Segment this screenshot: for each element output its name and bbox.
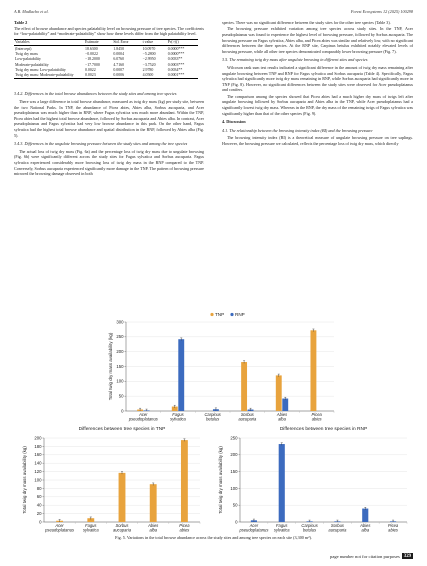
page-footer xyxy=(330,553,413,559)
x-tick-label: Fagus xyxy=(172,411,184,417)
x-tick-label: aucuparia xyxy=(238,416,257,422)
x-tick-label: betulus xyxy=(302,527,317,533)
y-tick-label: 180 xyxy=(34,443,42,449)
chart-tnp-species xyxy=(18,424,208,536)
bar xyxy=(310,330,316,411)
x-tick-label: abies xyxy=(311,416,322,422)
y-tick-label: 50 xyxy=(232,502,238,508)
legend-marker xyxy=(230,313,233,316)
table-cell: 0.0007 xyxy=(113,68,125,73)
section-heading: 3.4.2. Differences in the total browse abundances between the study sites and among tree species xyxy=(14,91,177,97)
y-tick-label: 0 xyxy=(121,408,124,414)
y-axis-label: Total twig dry mass availability (kg) xyxy=(218,446,223,514)
table-cell: 4.7160 xyxy=(113,62,125,67)
table-header-cell: Std. Error xyxy=(112,39,141,46)
y-axis-label: Total twig dry mass availability (kg) xyxy=(22,446,27,514)
body-paragraph: Wilcoxon rank sum test results indicated a significant difference in the amount of twig dry mass remaining after ungulate browsing between TNP and RNP for Fagus sylvatica and Sorbus aucuparia (Table 4). Specifically, Fagus sylvatica had significantly more twig dry mass remaining in RNP, while Sorbus aucuparia had significantly more in TNP (Fig. 8). However, no significant differences between the study sites were observed for Acer pseudoplatanus and conifers. xyxy=(222,64,413,93)
section-heading: 3.5. The remaining twig dry mass after ungulate browsing in different sites and species xyxy=(222,57,368,63)
table-cell: −17.7000 xyxy=(85,62,100,67)
table-title: Table 2 xyxy=(14,20,28,25)
x-tick-label: Acer xyxy=(139,411,148,417)
right-column xyxy=(222,20,413,147)
table-cell: 6.0760 xyxy=(113,57,125,62)
table-cell: Twig dry mass: Moderate-palatability xyxy=(14,73,84,79)
table-cell: 0.0022 xyxy=(85,68,96,73)
table-cell: 4.0500 xyxy=(142,73,167,79)
x-tick-label: Sorbus xyxy=(240,411,254,417)
bar xyxy=(241,362,247,411)
x-tick-label: Picea xyxy=(179,522,190,528)
body-paragraph: species. There was no significant difference between the study sites for the other tree species (Table 3). xyxy=(222,20,391,25)
y-tick-label: 300 xyxy=(116,319,124,325)
x-tick-label: Abies xyxy=(276,411,288,417)
table-caption: The effect of browse abundance and species palatability level on browsing pressure of tree species. The coefficients for “low-palatability” and “moderate-palatability” show how these levels differ from the high palatability level. xyxy=(14,25,204,37)
table-cell: 0.0033** xyxy=(167,57,183,62)
table-cell: Moderate-palatability xyxy=(15,62,49,67)
table-cell: −5.2800 xyxy=(142,51,156,56)
table-header-cell: Pr(>|t|) xyxy=(167,39,198,46)
body-paragraph: The actual loss of twig dry mass (Fig. 6a) and the percentage loss of twig dry mass due to ungulate browsing (Fig. 6b) were significantly different across the study sites for Fagus sylvatica and Sorbus aucuparia. Fagus sylvatica experienced considerably more browsing loss of twig dry mass in the RNP compared to the TNP. Conversely, Sorbus aucuparia experienced significantly more damage in the TNP. The pattern of browsing pressure mirrored the browsing damage observed in both xyxy=(14,148,204,177)
x-tick-label: abies xyxy=(388,527,398,533)
table-cell: 0.0034** xyxy=(167,68,183,73)
table-cell: −18.2000 xyxy=(85,57,100,62)
table-row xyxy=(14,73,198,79)
chart-rnp-species xyxy=(214,424,413,536)
y-tick-label: 100 xyxy=(230,485,238,491)
running-header-authors: A.B. Madlacho et al. xyxy=(14,9,49,14)
y-tick-label: 80 xyxy=(36,485,42,491)
y-tick-label: 120 xyxy=(34,469,42,474)
y-tick-label: 150 xyxy=(116,363,124,369)
bar xyxy=(150,484,157,522)
y-tick-label: 140 xyxy=(34,460,42,466)
running-header-journal: Forest Ecosystems 12 (2025) 100298 xyxy=(350,9,413,14)
x-tick-label: pseudoplatanus xyxy=(45,527,75,533)
table-cell: Twig dry mass: Low-palatability xyxy=(15,68,66,73)
table-header-cell: Variables xyxy=(14,39,84,46)
x-tick-label: Fagus xyxy=(85,522,97,528)
left-column xyxy=(14,20,204,178)
x-tick-label: aucuparia xyxy=(328,527,347,533)
y-tick-label: 250 xyxy=(230,435,238,441)
chart-total-browse-by-site xyxy=(84,310,344,425)
x-tick-label: abies xyxy=(179,527,190,533)
y-tick-label: 160 xyxy=(34,452,42,458)
y-tick-label: 250 xyxy=(116,334,124,340)
table-cell: 0.0023 xyxy=(84,73,112,79)
x-tick-label: Carpinus xyxy=(301,522,318,528)
x-tick-label: Picea xyxy=(311,411,322,417)
y-tick-label: 40 xyxy=(36,502,42,508)
x-tick-label: pseudoplatanus xyxy=(239,527,269,533)
body-paragraph: The browsing pressure exhibited variation among tree species across study sites. In the TNP, Acer pseudoplatanus was found to experience the highest level of browsing pressure, followed by Sorbus aucuparia. The browsing pressure on Fagus sylvatica, Abies alba, and Picea abies was similar and relatively low, with no significant differences between the three species. At the RNP site, Carpinus betulus exhibited notably elevated levels of browsing pressure, while all other tree species demonstrated comparably lower browsing pressure (Fig. 7). xyxy=(222,26,413,54)
x-tick-label: sylvatica xyxy=(82,527,99,533)
table-cell: 1.8450 xyxy=(113,46,125,51)
table-cell: Twig dry mass xyxy=(15,51,38,56)
x-tick-label: Fagus xyxy=(276,522,288,528)
x-tick-label: Acer xyxy=(55,522,64,528)
table-cell: 0.0001*** xyxy=(167,73,198,79)
table-header-row xyxy=(14,39,198,46)
x-tick-label: sylvatica xyxy=(170,416,186,422)
y-tick-label: 200 xyxy=(34,435,42,441)
chart-title: Differences between tree species in TNP xyxy=(78,427,166,432)
legend-marker xyxy=(210,313,213,316)
table-header-cell: Estimate xyxy=(84,39,112,46)
bar xyxy=(362,509,368,522)
figure-caption: Fig. 5. Variations in the total browse abundance across the study sites and among tree species on each site (3,300 m²). xyxy=(115,535,312,540)
x-tick-label: betulus xyxy=(206,416,220,422)
table-cell: (Intercept) xyxy=(15,46,32,51)
table-cell: 18.6300 xyxy=(85,46,98,51)
x-tick-label: aucuparia xyxy=(113,527,131,533)
y-tick-label: 20 xyxy=(36,511,42,516)
y-tick-label: 200 xyxy=(230,452,238,458)
x-tick-label: Abies xyxy=(360,522,371,528)
table-cell: 10.0970 xyxy=(142,46,156,51)
bar xyxy=(276,375,282,411)
x-tick-label: Abies xyxy=(148,522,159,528)
bar xyxy=(282,399,288,411)
y-tick-label: 200 xyxy=(116,349,124,355)
y-tick-label: 100 xyxy=(34,477,42,483)
chart-title: Differences between tree species in RNP xyxy=(279,427,368,432)
x-tick-label: pseudoplatanus xyxy=(128,416,158,422)
x-tick-label: alba xyxy=(361,527,370,533)
x-tick-label: alba xyxy=(278,416,286,422)
x-tick-label: Picea xyxy=(387,522,399,528)
subsection-heading: 4.1. The relationship between the browsing intensity index (BI) and the browsing pressure xyxy=(222,127,373,133)
footer-note: page number not for citation purposes xyxy=(330,553,400,559)
x-tick-label: alba xyxy=(149,527,158,533)
y-tick-label: 150 xyxy=(230,469,238,474)
bar xyxy=(178,339,184,411)
bar xyxy=(279,444,285,522)
y-tick-label: 60 xyxy=(36,494,42,500)
table-cell: −2.9950 xyxy=(142,57,156,62)
table-cell: 0.0006 xyxy=(112,73,141,79)
page-number: 329 xyxy=(403,553,411,559)
section-heading: 3.4.3. Differences in the ungulate browsing pressure between the study sites and among the tree species xyxy=(14,141,188,147)
table-cell: −3.7520 xyxy=(142,62,156,67)
y-tick-label: 0 xyxy=(235,519,238,525)
table-cell: Low-palatability xyxy=(15,57,41,62)
x-tick-label: Sorbus xyxy=(330,522,344,528)
y-tick-label: 50 xyxy=(118,393,124,399)
y-axis-label: Total twig dry mass availability (kg) xyxy=(108,332,113,401)
section-heading: 4. Discussion xyxy=(222,119,246,125)
figure-5 xyxy=(14,310,413,546)
x-tick-label: Acer xyxy=(249,522,259,528)
table-cell: 0.0000*** xyxy=(167,46,185,51)
table-cell: 0.0004 xyxy=(113,51,125,56)
x-tick-label: Sorbus xyxy=(115,522,129,528)
body-paragraph: The browsing intensity index (BI) is a theoretical measure of ungulate browsing pressure on tree saplings. However, the browsing pressure we calculated, reflects the percentage loss of twig dry mass, which directly xyxy=(222,135,413,146)
table-cell: 2.9780 xyxy=(142,68,154,73)
x-tick-label: sylvatica xyxy=(273,527,290,533)
x-tick-label: Carpinus xyxy=(204,411,221,417)
table-cell: −0.0022 xyxy=(85,51,98,56)
y-tick-label: 100 xyxy=(116,378,124,384)
y-tick-label: 0 xyxy=(39,519,42,525)
legend-label: TNP xyxy=(215,312,225,318)
table-cell: 0.0000*** xyxy=(167,51,185,56)
table-header-cell: t value xyxy=(142,39,167,46)
legend-label: RNP xyxy=(235,312,245,318)
body-paragraph: The comparison among the species showed that Picea abies had a much higher dry mass of twigs left after ungulate browsing followed by Sorbus aucuparia and Abies alba in the TNP, while Acer pseudoplatanus had a significantly lowest twig dry mass. Whereas in the RNP, the dry mass of the remaining twigs of Fagus sylvatica was significantly higher than that of the other species (Fig. 9). xyxy=(222,93,413,116)
table-cell: 0.0003*** xyxy=(167,62,185,67)
bar xyxy=(181,440,188,522)
body-paragraph: There was a large difference in total browse abundance, measured as twig dry mass (kg) per study site, between the two National Parks. In TNP, the abundance of Picea abies, Abies alba, Sorbus aucuparia, and Acer pseudoplatanus was much higher than in RNP, where Fagus sylvatica was much more abundant. Within the TNP, Picea abies had the highest total browse abundance, followed by Sorbus aucuparia and Abies alba. In contrast, Acer pseudoplatanus and Fagus sylvatica had very low browse abundance in this park. On the other hand, Fagus sylvatica had the highest total browse abundance and spatial distribution in the RNP, followed by Abies alba (Fig. 5). xyxy=(14,99,204,138)
results-table xyxy=(14,39,198,80)
bar xyxy=(119,473,126,522)
